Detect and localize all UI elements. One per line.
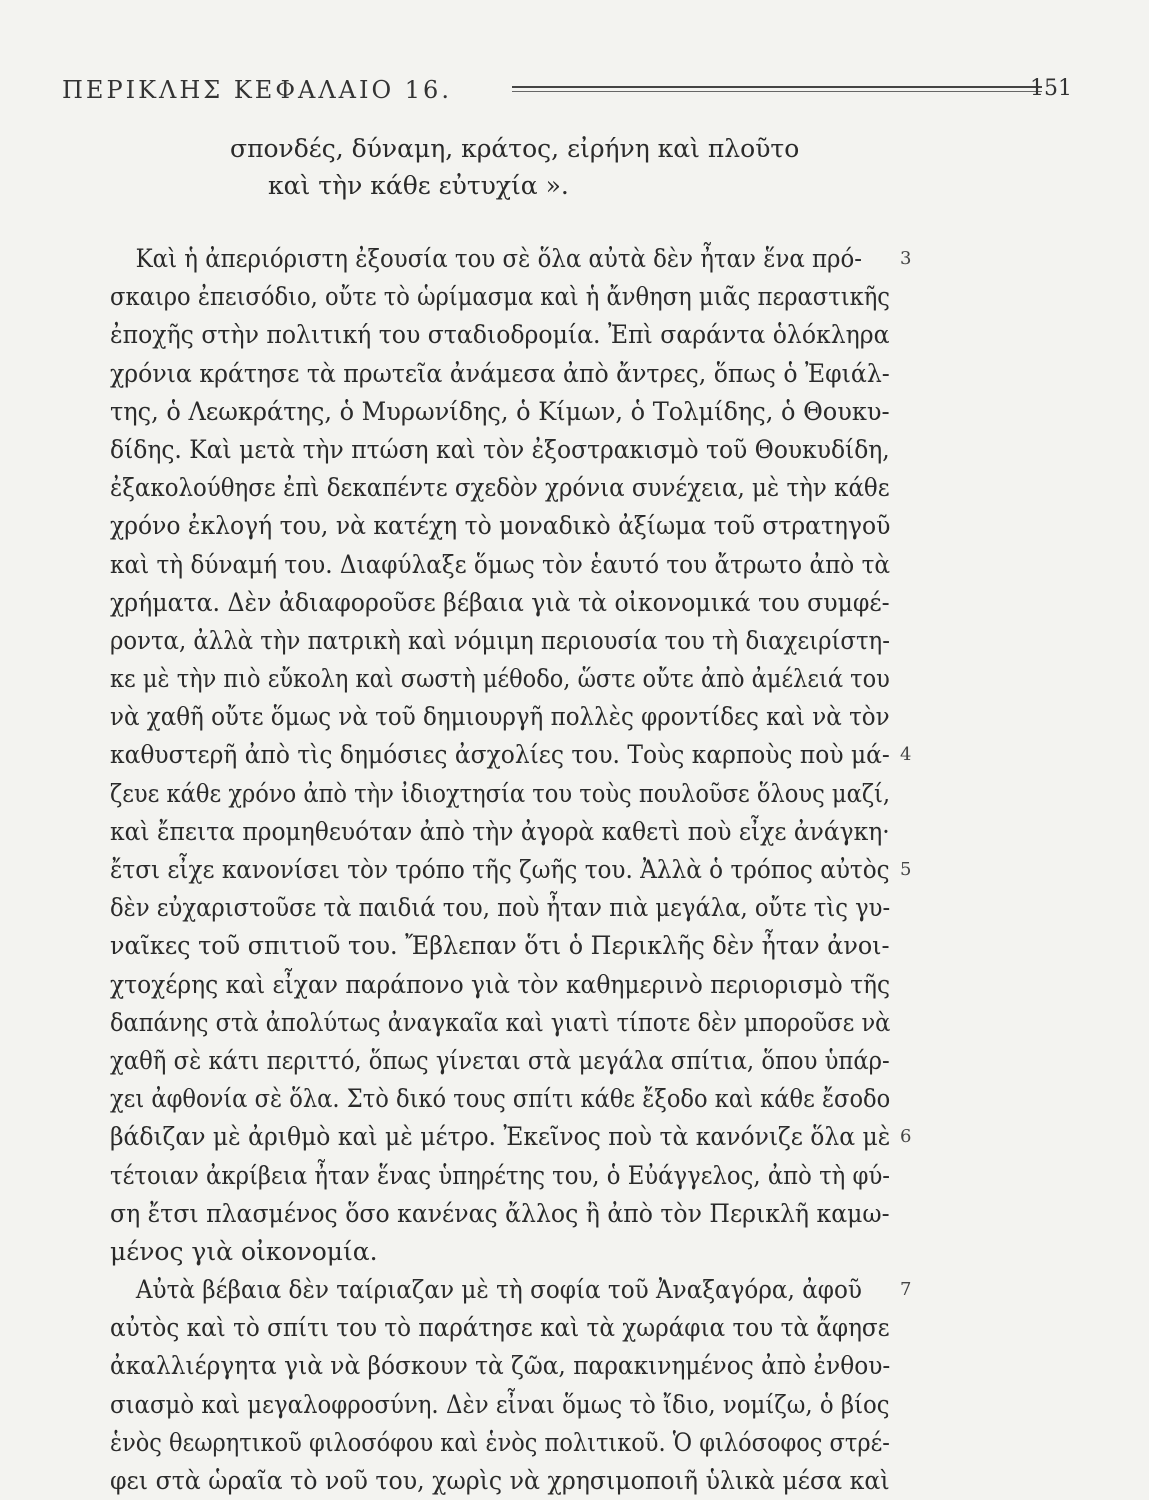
text-line: [110, 1347, 890, 1385]
text-line-content: ναῖκες τοῦ σπιτιοῦ του. Ἔβλεπαν ὅτι ὁ Περικλῆς δὲν ἦταν ἀνοι-: [110, 931, 890, 961]
body-text: [110, 240, 912, 1500]
text-line-content: χτοχέρης καὶ εἶχαν παράπονο γιὰ τὸν καθημερινὸ περιορισμὸ τῆς: [110, 969, 891, 999]
text-line-content: Αὐτὰ βέβαια δὲν ταίριαζαν μὲ τὴ σοφία τοῦ Ἀναξαγόρα, ἀφοῦ: [135, 1275, 862, 1305]
text-line-content: ἔτσι εἶχε κανονίσει τὸν τρόπο τῆς ζωῆς του. Ἀλλὰ ὁ τρόπος αὐτὸς: [110, 855, 890, 884]
text-line: [110, 1271, 912, 1309]
text-line: [110, 622, 890, 660]
text-line-content: φει στὰ ὡραῖα τὸ νοῦ του, χωρὶς νὰ χρησιμοποιῆ ὑλικὰ μέσα καὶ: [110, 1466, 890, 1495]
text-line: [110, 698, 890, 736]
verse-quote: [230, 130, 799, 204]
paragraph-number: 7: [900, 1279, 912, 1301]
text-line-content: σκαιρο ἐπεισόδιο, οὔτε τὸ ὡρίμασμα καὶ ἡ ἄνθηση μιᾶς περαστικῆς: [110, 282, 890, 312]
text-line: [110, 660, 890, 698]
text-line: [110, 1309, 890, 1347]
text-line: [110, 1424, 890, 1462]
text-line: [110, 584, 890, 622]
text-line: [110, 1004, 890, 1042]
text-line-content: της, ὁ Λεωκράτης, ὁ Μυρωνίδης, ὁ Κίμων, ὁ Τολμίδης, ὁ Θουκυ-: [110, 396, 890, 426]
text-line-content: χρόνια κράτησε τὰ πρωτεῖα ἀνάμεσα ἀπὸ ἄντρες, ὅπως ὁ Ἐφιάλ-: [110, 358, 890, 388]
text-line-content: ἀκαλλιέργητα γιὰ νὰ βόσκουν τὰ ζῶα, παρακινημένος ἀπὸ ἐνθου-: [110, 1351, 891, 1381]
text-line: [110, 1157, 890, 1195]
text-line-content: σιασμὸ καὶ μεγαλοφροσύνη. Δὲν εἶναι ὅμως τὸ ἴδιο, νομίζω, ὁ βίος: [110, 1389, 890, 1419]
text-line-content: δαπάνης στὰ ἀπολύτως ἀναγκαῖα καὶ γιατὶ τίποτε δὲν μποροῦσε νὰ: [110, 1007, 891, 1037]
text-line: [110, 966, 890, 1004]
text-line-content: καθυστερῆ ἀπὸ τὶς δημόσιες ἀσχολίες του. Τοὺς καρποὺς ποὺ μά-: [110, 740, 890, 770]
text-line-content: χρόνο ἐκλογή του, νὰ κατέχη τὸ μοναδικὸ ἀξίωμα τοῦ στρατηγοῦ: [110, 511, 891, 541]
text-line-content: χαθῆ σὲ κάτι περιττό, ὅπως γίνεται στὰ μεγάλα σπίτια, ὅπου ὑπάρ-: [110, 1045, 890, 1075]
text-line-content: δὲν εὐχαριστοῦσε τὰ παιδιά του, ποὺ ἦταν πιὰ μεγάλα, οὔτε τὶς γυ-: [110, 893, 891, 923]
text-line-content: ἐξακολούθησε ἐπὶ δεκαπέντε σχεδὸν χρόνια συνέχεια, μὲ τὴν κάθε: [110, 473, 890, 503]
text-line: [110, 240, 912, 278]
text-line-content: νὰ χαθῆ οὔτε ὅμως νὰ τοῦ δημιουργῆ πολλὲς φροντίδες καὶ νὰ τὸν: [110, 702, 890, 732]
text-line: [110, 393, 890, 431]
text-line: [110, 1462, 890, 1500]
text-line: [110, 736, 912, 774]
text-line-content: μένος γιὰ οἰκονομία.: [110, 1236, 378, 1266]
paragraph-number: 5: [900, 859, 912, 880]
paragraph-number: 6: [900, 1126, 912, 1148]
text-line-content: ροντα, ἀλλὰ τὴν πατρικὴ καὶ νόμιμη περιουσία του τὴ διαχειρίστη-: [110, 625, 890, 655]
paragraph-number: 3: [900, 248, 912, 269]
text-line: [110, 1118, 912, 1156]
text-line: [110, 431, 890, 469]
text-line: [110, 813, 890, 851]
verse-line: σπονδές, δύναμη, κράτος, εἰρήνη καὶ πλοῦτο: [230, 134, 800, 163]
text-line-content: ση ἔτσι πλασμένος ὅσο κανένας ἄλλος ἢ ἀπὸ τὸν Περικλῆ καμω-: [110, 1198, 890, 1228]
text-line: [110, 1042, 890, 1080]
text-line-content: χρήματα. Δὲν ἀδιαφοροῦσε βέβαια γιὰ τὰ οἰκονομικά του συμφέ-: [110, 587, 890, 617]
text-line-content: δίδης. Καὶ μετὰ τὴν πτώση καὶ τὸν ἐξοστρακισμὸ τοῦ Θουκυδίδη,: [110, 434, 890, 464]
verse-line: καὶ τὴν κάθε εὐτυχία ».: [268, 171, 569, 200]
text-line-content: βάδιζαν μὲ ἀριθμὸ καὶ μὲ μέτρο. Ἐκεῖνος ποὺ τὰ κανόνιζε ὅλα μὲ: [110, 1122, 891, 1152]
text-line-content: καὶ ἔπειτα προμηθευόταν ἀπὸ τὴν ἀγορὰ καθετὶ ποὺ εἶχε ἀνάγκη·: [110, 816, 890, 846]
page-number: 151: [1030, 76, 1072, 101]
text-line: [110, 889, 890, 927]
text-line: [110, 775, 890, 813]
text-line: [110, 546, 890, 584]
text-line: [110, 469, 890, 507]
running-head-title: ΠΕΡΙΚΛΗΣ ΚΕΦΑΛΑΙΟ 16.: [62, 76, 452, 104]
text-line: [110, 278, 890, 316]
text-line-content: χει ἀφθονία σὲ ὅλα. Στὸ δικό τους σπίτι κάθε ἔξοδο καὶ κάθε ἔσοδο: [110, 1084, 891, 1114]
text-line: [110, 355, 890, 393]
text-line-content: αὐτὸς καὶ τὸ σπίτι του τὸ παράτησε καὶ τὰ χωράφια του τὰ ἄφησε: [110, 1313, 890, 1343]
text-line-content: ἐποχῆς στὴν πολιτική του σταδιοδρομία. Ἐπὶ σαράντα ὁλόκληρα: [110, 320, 890, 350]
text-line: [110, 851, 912, 889]
text-line-content: τέτοιαν ἀκρίβεια ἦταν ἕνας ὑπηρέτης του, ὁ Εὐάγγελος, ἀπὸ τὴ φύ-: [110, 1160, 890, 1190]
text-line-content: ἑνὸς θεωρητικοῦ φιλοσόφου καὶ ἑνὸς πολιτικοῦ. Ὁ φιλόσοφος στρέ-: [110, 1427, 890, 1457]
text-line: [110, 1195, 890, 1233]
text-line-content: ζευε κάθε χρόνο ἀπὸ τὴν ἰδιοχτησία του τοὺς πουλοῦσε ὅλους μαζί,: [110, 778, 891, 808]
text-line-content: καὶ τὴ δύναμή του. Διαφύλαξε ὅμως τὸν ἑαυτό του ἄτρωτο ἀπὸ τὰ: [110, 549, 890, 579]
running-header: [62, 72, 1082, 112]
text-line: [110, 1233, 890, 1271]
paragraph-number: 4: [900, 744, 912, 766]
text-line-content: Καὶ ἡ ἀπεριόριστη ἐξουσία του σὲ ὅλα αὐτὰ δὲν ἦταν ἕνα πρό-: [135, 244, 862, 273]
text-line: [110, 927, 890, 965]
text-line: [110, 316, 890, 354]
text-line: [110, 507, 890, 545]
text-line: [110, 1386, 890, 1424]
header-rule: [512, 86, 1042, 92]
text-line-content: κε μὲ τὴν πιὸ εὔκολη καὶ σωστὴ μέθοδο, ὥστε οὔτε ἀπὸ ἀμέλειά του: [110, 664, 890, 694]
text-line: [110, 1080, 890, 1118]
